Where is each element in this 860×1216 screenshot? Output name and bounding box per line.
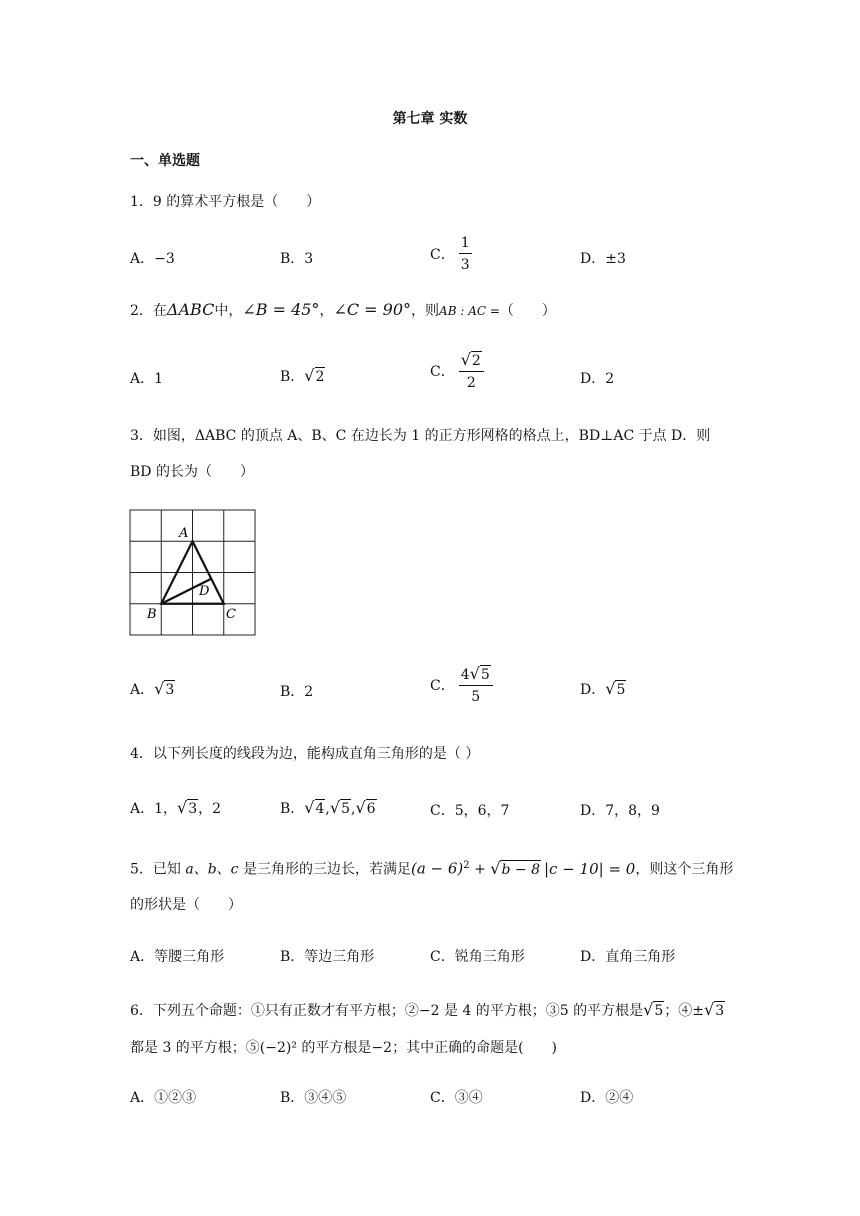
q3-option-c: C． $\frac{4√5}{5}$ [430,666,493,704]
q3-option-b: B．2 [280,684,314,700]
question-5-line-2: 的形状是（ ） [130,897,242,913]
question-6-line-1: 6．下列五个命题：①只有正数才有平方根；②−2 是 4 的平方根；③5 的平方根是√5；④±√3 [130,1000,725,1019]
q1-option-d: D．±3 [580,251,626,267]
question-1-stem: 1．9 的算术平方根是（ ） [130,194,321,210]
q3-option-d: D．√5 [580,679,626,698]
q6-option-d: D．②④ [580,1090,634,1106]
label-d: D [199,584,210,599]
q5-option-a: A．等腰三角形 [130,949,225,965]
q5-option-b: B．等边三角形 [280,949,375,965]
q5-option-c: C．锐角三角形 [430,949,525,965]
q6-option-a: A．①②③ [130,1090,197,1106]
question-3-line-2: BD 的长为（ ） [130,464,254,480]
q2-option-c: C． $\frac{√2}{2}$ [430,352,484,390]
question-5-line-1: 5．已知 a、b、c 是三角形的三边长，若满足$(a - 6)^2 + √b - 8$ |c − 10| = 0，则这个三角形 [130,858,734,878]
question-4-stem: 4．以下列长度的线段为边，能构成直角三角形的是（ ） [130,746,480,762]
q4-option-c: C．5，6，7 [430,803,510,819]
q1-option-a: A．−3 [130,251,175,267]
section-heading: 一、单选题 [130,153,200,169]
page-title: 第七章 实数 [392,111,468,127]
label-c: C [226,607,236,622]
q6-option-c: C．③④ [430,1090,483,1106]
q2-option-a: A．1 [130,371,164,387]
q4-option-d: D．7，8，9 [580,803,660,819]
label-b: B [147,607,157,622]
question-3-line-1: 3．如图，ΔABC 的顶点 A、B、C 在边长为 1 的正方形网格的格点上，BD⊥AC 于点 D．则 [130,428,711,444]
question-6-line-2: 都是 3 的平方根；⑤(−2)² 的平方根是−2；其中正确的命题是( ) [130,1040,557,1056]
q4-option-a: A．1，√3，2 [130,798,222,817]
q5-option-d: D．直角三角形 [580,949,676,965]
question-2-stem: 2．在ΔABC中，∠B = 45°，∠C = 90°，则AB : AC =（ ） [130,300,556,319]
q4-option-b: B．√4,√5,√6 [280,798,376,817]
label-a: A [179,526,189,541]
q2-option-d: D．2 [580,371,615,387]
q1-option-b: B．3 [280,251,314,267]
q6-option-b: B．③④⑤ [280,1090,347,1106]
q2-option-b: B．√2 [280,366,325,385]
grid-triangle-figure [129,509,257,637]
q1-option-c: C． $\frac{1}{3}$ [430,235,470,273]
q3-option-a: A．√3 [130,679,175,698]
